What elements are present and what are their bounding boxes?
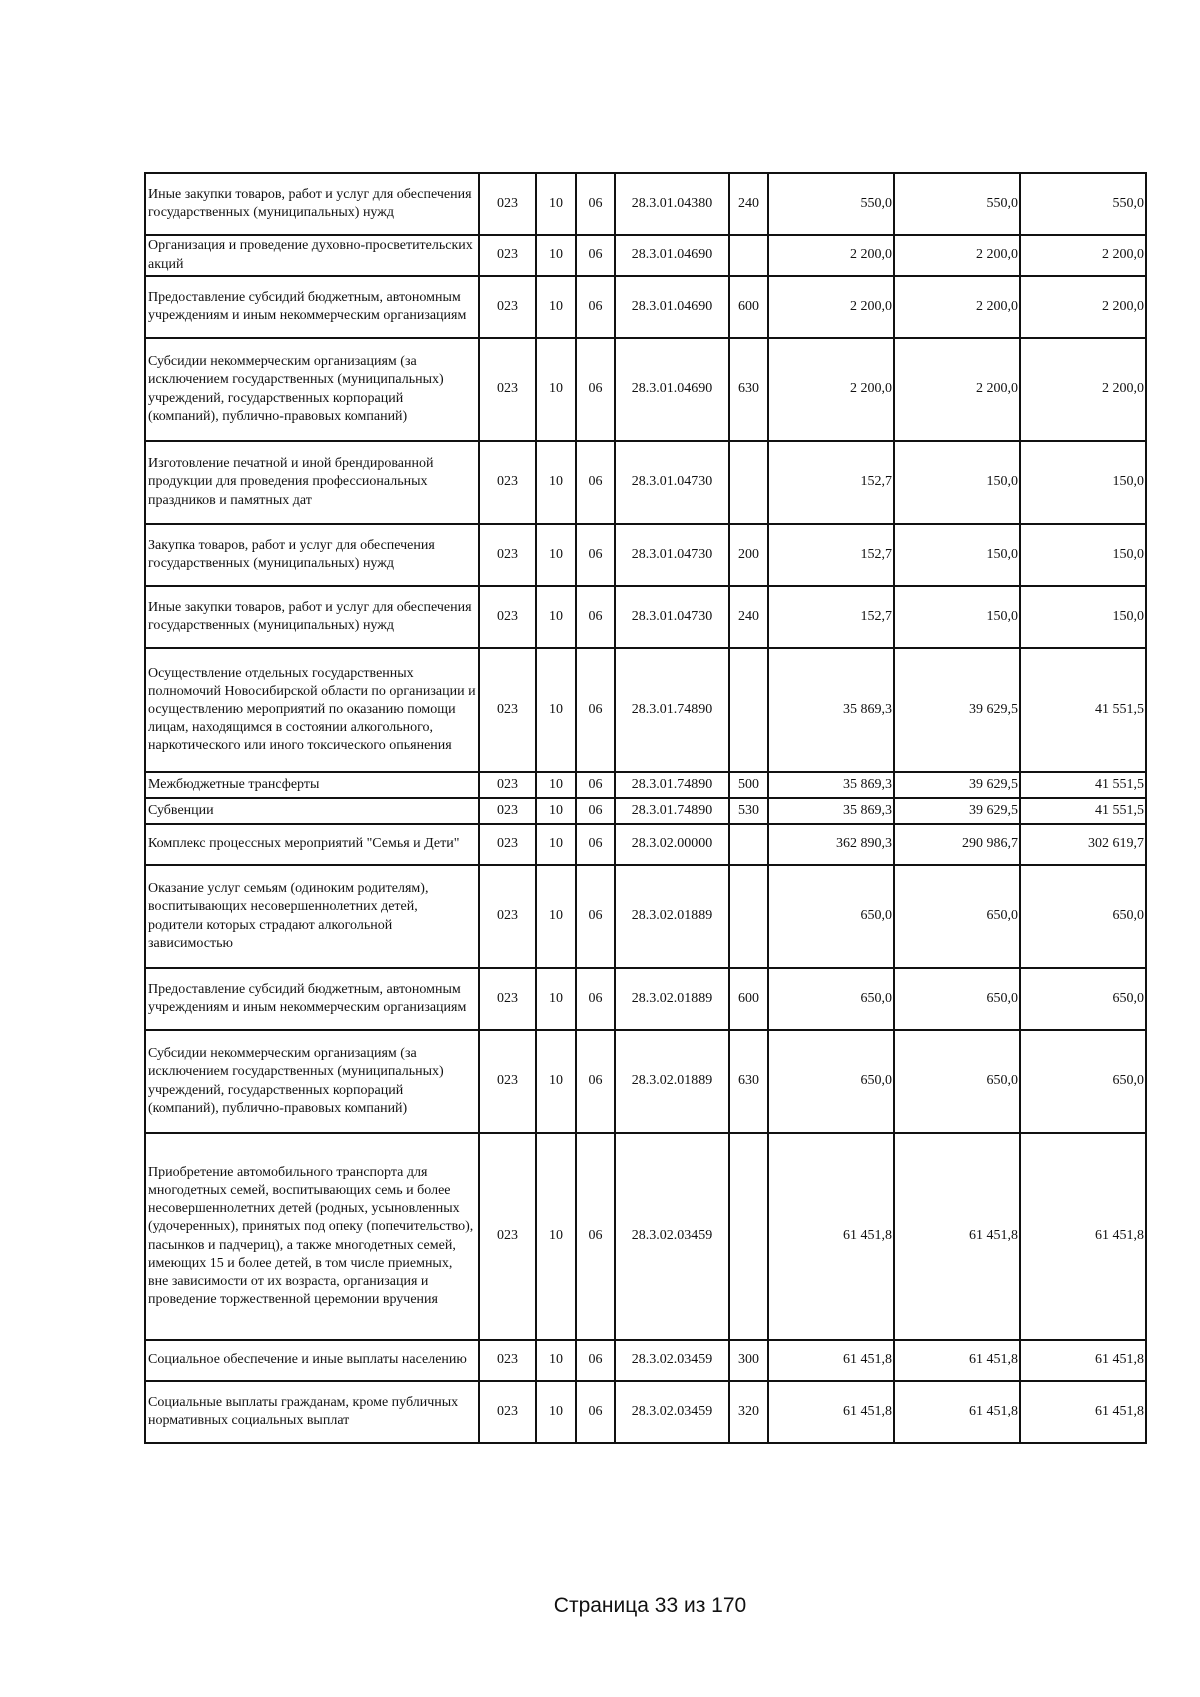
ved-code: 023	[479, 586, 536, 648]
target-article: 28.3.01.04690	[615, 276, 729, 338]
ved-code: 023	[479, 173, 536, 235]
expense-type: 530	[729, 798, 768, 824]
amount-year-2: 2 200,0	[894, 276, 1020, 338]
target-article: 28.3.02.03459	[615, 1340, 729, 1381]
amount-year-3: 41 551,5	[1020, 798, 1146, 824]
target-article: 28.3.01.04690	[615, 235, 729, 276]
amount-year-2: 2 200,0	[894, 235, 1020, 276]
target-article: 28.3.01.74890	[615, 798, 729, 824]
amount-year-2: 150,0	[894, 586, 1020, 648]
section-code: 10	[536, 968, 576, 1030]
row-name: Организация и проведение духовно-просветительских акций	[145, 235, 479, 276]
budget-table	[144, 172, 1147, 1444]
ved-code: 023	[479, 235, 536, 276]
amount-year-1: 35 869,3	[768, 798, 894, 824]
row-name: Социальные выплаты гражданам, кроме публичных нормативных социальных выплат	[145, 1381, 479, 1443]
target-article: 28.3.01.04730	[615, 524, 729, 586]
row-name: Осуществление отдельных государственных полномочий Новосибирской области по организации и осуществлению мероприятий по оказанию помощи лицам, находящимся в состоянии алкогольного, наркотического или иного токсического опьянения	[145, 648, 479, 772]
expense-type	[729, 441, 768, 524]
subsection-code: 06	[576, 1381, 615, 1443]
table-row	[145, 1381, 1146, 1443]
table-row	[145, 586, 1146, 648]
row-name: Иные закупки товаров, работ и услуг для обеспечения государственных (муниципальных) нужд	[145, 586, 479, 648]
ved-code: 023	[479, 772, 536, 798]
expense-type	[729, 648, 768, 772]
target-article: 28.3.01.04730	[615, 441, 729, 524]
amount-year-2: 290 986,7	[894, 824, 1020, 865]
ved-code: 023	[479, 824, 536, 865]
subsection-code: 06	[576, 865, 615, 968]
amount-year-2: 39 629,5	[894, 772, 1020, 798]
section-code: 10	[536, 824, 576, 865]
ved-code: 023	[479, 968, 536, 1030]
table-row	[145, 235, 1146, 276]
expense-type: 240	[729, 173, 768, 235]
ved-code: 023	[479, 798, 536, 824]
section-code: 10	[536, 772, 576, 798]
row-name: Субсидии некоммерческим организациям (за исключением государственных (муниципальных) учреждений, государственных корпораций (компаний), публично-правовых компаний)	[145, 338, 479, 441]
ved-code: 023	[479, 276, 536, 338]
row-name: Изготовление печатной и иной брендированной продукции для проведения профессиональных праздников и памятных дат	[145, 441, 479, 524]
subsection-code: 06	[576, 524, 615, 586]
amount-year-1: 362 890,3	[768, 824, 894, 865]
amount-year-3: 150,0	[1020, 524, 1146, 586]
row-name: Комплекс процессных мероприятий "Семья и Дети"	[145, 824, 479, 865]
subsection-code: 06	[576, 173, 615, 235]
ved-code: 023	[479, 1340, 536, 1381]
row-name: Приобретение автомобильного транспорта для многодетных семей, воспитывающих семь и более несовершеннолетних детей (родных, усыновленных (удочеренных), принятых под опеку (попечительство), пасынков и падчериц), а также многодетных семей, имеющих 15 и более детей, в том числе приемных, вне зависимости от их возраста, организация и проведение торжественной церемонии вручения	[145, 1133, 479, 1340]
amount-year-1: 35 869,3	[768, 772, 894, 798]
amount-year-1: 152,7	[768, 441, 894, 524]
target-article: 28.3.01.74890	[615, 772, 729, 798]
amount-year-3: 61 451,8	[1020, 1133, 1146, 1340]
section-code: 10	[536, 1030, 576, 1133]
subsection-code: 06	[576, 1133, 615, 1340]
amount-year-1: 2 200,0	[768, 235, 894, 276]
ved-code: 023	[479, 1381, 536, 1443]
row-name: Оказание услуг семьям (одиноким родителям), воспитывающих несовершеннолетних детей, родители которых страдают алкогольной зависимостью	[145, 865, 479, 968]
amount-year-1: 650,0	[768, 1030, 894, 1133]
amount-year-3: 550,0	[1020, 173, 1146, 235]
amount-year-1: 650,0	[768, 865, 894, 968]
table-row	[145, 1030, 1146, 1133]
amount-year-2: 2 200,0	[894, 338, 1020, 441]
table-row	[145, 338, 1146, 441]
target-article: 28.3.02.01889	[615, 968, 729, 1030]
expense-type	[729, 865, 768, 968]
amount-year-1: 550,0	[768, 173, 894, 235]
expense-type: 600	[729, 968, 768, 1030]
expense-type: 240	[729, 586, 768, 648]
table-row	[145, 648, 1146, 772]
amount-year-3: 302 619,7	[1020, 824, 1146, 865]
amount-year-3: 61 451,8	[1020, 1381, 1146, 1443]
section-code: 10	[536, 173, 576, 235]
amount-year-2: 61 451,8	[894, 1133, 1020, 1340]
subsection-code: 06	[576, 586, 615, 648]
target-article: 28.3.01.04730	[615, 586, 729, 648]
table-row	[145, 798, 1146, 824]
expense-type: 630	[729, 338, 768, 441]
amount-year-3: 2 200,0	[1020, 276, 1146, 338]
subsection-code: 06	[576, 968, 615, 1030]
expense-type	[729, 1133, 768, 1340]
subsection-code: 06	[576, 338, 615, 441]
subsection-code: 06	[576, 772, 615, 798]
target-article: 28.3.01.74890	[615, 648, 729, 772]
target-article: 28.3.02.01889	[615, 865, 729, 968]
budget-table-body	[145, 173, 1146, 1443]
amount-year-1: 2 200,0	[768, 276, 894, 338]
amount-year-3: 41 551,5	[1020, 772, 1146, 798]
section-code: 10	[536, 1381, 576, 1443]
amount-year-2: 61 451,8	[894, 1340, 1020, 1381]
section-code: 10	[536, 441, 576, 524]
ved-code: 023	[479, 648, 536, 772]
amount-year-2: 39 629,5	[894, 798, 1020, 824]
amount-year-3: 2 200,0	[1020, 338, 1146, 441]
target-article: 28.3.02.03459	[615, 1381, 729, 1443]
table-row	[145, 772, 1146, 798]
amount-year-2: 61 451,8	[894, 1381, 1020, 1443]
amount-year-3: 150,0	[1020, 441, 1146, 524]
subsection-code: 06	[576, 648, 615, 772]
subsection-code: 06	[576, 1340, 615, 1381]
amount-year-1: 152,7	[768, 524, 894, 586]
target-article: 28.3.01.04380	[615, 173, 729, 235]
amount-year-2: 650,0	[894, 968, 1020, 1030]
amount-year-3: 41 551,5	[1020, 648, 1146, 772]
subsection-code: 06	[576, 441, 615, 524]
row-name: Субвенции	[145, 798, 479, 824]
table-row	[145, 1133, 1146, 1340]
subsection-code: 06	[576, 276, 615, 338]
expense-type: 200	[729, 524, 768, 586]
amount-year-1: 61 451,8	[768, 1381, 894, 1443]
table-row	[145, 824, 1146, 865]
amount-year-3: 650,0	[1020, 968, 1146, 1030]
expense-type: 500	[729, 772, 768, 798]
ved-code: 023	[479, 865, 536, 968]
amount-year-1: 61 451,8	[768, 1340, 894, 1381]
subsection-code: 06	[576, 824, 615, 865]
row-name: Предоставление субсидий бюджетным, автономным учреждениям и иным некоммерческим организациям	[145, 968, 479, 1030]
amount-year-3: 650,0	[1020, 1030, 1146, 1133]
amount-year-2: 39 629,5	[894, 648, 1020, 772]
expense-type: 320	[729, 1381, 768, 1443]
amount-year-2: 150,0	[894, 441, 1020, 524]
section-code: 10	[536, 586, 576, 648]
amount-year-1: 650,0	[768, 968, 894, 1030]
table-row	[145, 173, 1146, 235]
amount-year-1: 2 200,0	[768, 338, 894, 441]
expense-type	[729, 824, 768, 865]
ved-code: 023	[479, 441, 536, 524]
section-code: 10	[536, 1340, 576, 1381]
ved-code: 023	[479, 338, 536, 441]
table-row	[145, 524, 1146, 586]
subsection-code: 06	[576, 235, 615, 276]
section-code: 10	[536, 798, 576, 824]
page-number: Страница 33 из 170	[553, 1594, 747, 1617]
amount-year-1: 61 451,8	[768, 1133, 894, 1340]
row-name: Субсидии некоммерческим организациям (за исключением государственных (муниципальных) учреждений, государственных корпораций (компаний), публично-правовых компаний)	[145, 1030, 479, 1133]
section-code: 10	[536, 524, 576, 586]
amount-year-2: 150,0	[894, 524, 1020, 586]
subsection-code: 06	[576, 798, 615, 824]
row-name: Предоставление субсидий бюджетным, автономным учреждениям и иным некоммерческим организациям	[145, 276, 479, 338]
section-code: 10	[536, 338, 576, 441]
section-code: 10	[536, 1133, 576, 1340]
table-row	[145, 276, 1146, 338]
amount-year-3: 650,0	[1020, 865, 1146, 968]
amount-year-2: 550,0	[894, 173, 1020, 235]
expense-type	[729, 235, 768, 276]
expense-type: 630	[729, 1030, 768, 1133]
table-row	[145, 968, 1146, 1030]
row-name: Межбюджетные трансферты	[145, 772, 479, 798]
amount-year-3: 2 200,0	[1020, 235, 1146, 276]
expense-type: 300	[729, 1340, 768, 1381]
target-article: 28.3.02.00000	[615, 824, 729, 865]
ved-code: 023	[479, 1030, 536, 1133]
amount-year-3: 61 451,8	[1020, 1340, 1146, 1381]
target-article: 28.3.02.01889	[615, 1030, 729, 1133]
target-article: 28.3.01.04690	[615, 338, 729, 441]
amount-year-2: 650,0	[894, 865, 1020, 968]
target-article: 28.3.02.03459	[615, 1133, 729, 1340]
amount-year-1: 35 869,3	[768, 648, 894, 772]
ved-code: 023	[479, 524, 536, 586]
subsection-code: 06	[576, 1030, 615, 1133]
row-name: Закупка товаров, работ и услуг для обеспечения государственных (муниципальных) нужд	[145, 524, 479, 586]
section-code: 10	[536, 865, 576, 968]
row-name: Социальное обеспечение и иные выплаты населению	[145, 1340, 479, 1381]
amount-year-1: 152,7	[768, 586, 894, 648]
row-name: Иные закупки товаров, работ и услуг для обеспечения государственных (муниципальных) нужд	[145, 173, 479, 235]
table-row	[145, 441, 1146, 524]
table-row	[145, 865, 1146, 968]
section-code: 10	[536, 235, 576, 276]
amount-year-2: 650,0	[894, 1030, 1020, 1133]
section-code: 10	[536, 276, 576, 338]
table-row	[145, 1340, 1146, 1381]
expense-type: 600	[729, 276, 768, 338]
amount-year-3: 150,0	[1020, 586, 1146, 648]
section-code: 10	[536, 648, 576, 772]
ved-code: 023	[479, 1133, 536, 1340]
